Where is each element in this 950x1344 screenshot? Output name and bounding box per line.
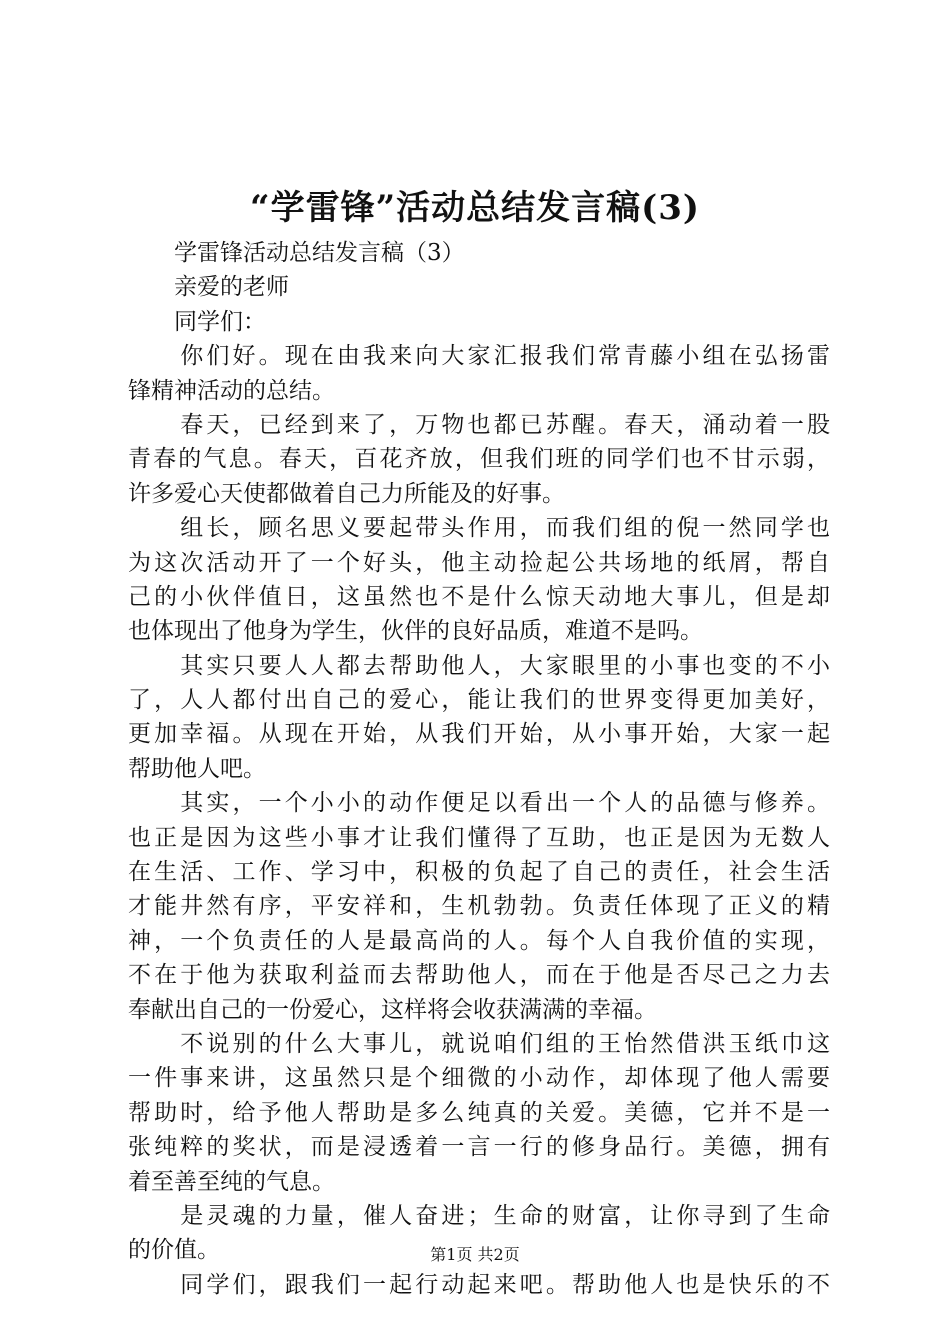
body-line: 的价值。 [128,1237,220,1264]
body-line: 在生活、工作、学习中，积极的负起了自己的责任，社会生活 [128,859,830,886]
body-line: 同学们，跟我们一起行动起来吧。帮助他人也是快乐的不 [128,1271,830,1298]
body-line: 为这次活动开了一个好头，他主动捡起公共场地的纸屑，帮自 [128,549,830,576]
body-line: 才能井然有序，平安祥和，生机勃勃。负责任体现了正义的精 [128,893,830,920]
body-line: 其实只要人人都去帮助他人，大家眼里的小事也变的不小 [128,652,830,679]
body-line: 奉献出自己的一份爱心，这样将会收获满满的幸福。 [128,996,657,1023]
body-line: 春天，已经到来了，万物也都已苏醒。春天，涌动着一股 [128,411,830,438]
body-line: 也体现出了他身为学生，伙伴的良好品质，难道不是吗。 [128,618,703,645]
body-line: 亲爱的老师 [128,274,289,301]
body-line: 你们好。现在由我来向大家汇报我们常青藤小组在弘扬雷 [128,343,830,370]
body-line: 不说别的什么大事儿，就说咱们组的王怡然借洪玉纸巾这 [128,1030,830,1057]
body-line: 许多爱心天使都做着自己力所能及的好事。 [128,480,565,507]
body-line: 己的小伙伴值日，这虽然也不是什么惊天动地大事儿，但是却 [128,583,830,610]
body-line: 不在于他为获取利益而去帮助他人，而在于他是否尽己之力去 [128,962,830,989]
page-title: “学雷锋”活动总结发言稿(3) [250,188,700,228]
body-line: 组长，顾名思义要起带头作用，而我们组的倪一然同学也 [128,515,830,542]
body-line: 帮助时，给予他人帮助是多么纯真的关爱。美德，它并不是一 [128,1099,830,1126]
body-line: 了，人人都付出自己的爱心，能让我们的世界变得更加美好， [128,687,830,714]
page-footer: 第1页 共2页 [430,1245,520,1264]
document-body [128,236,830,1302]
body-line: 一件事来讲，这虽然只是个细微的小动作，却体现了他人需要 [128,1065,830,1092]
body-line: 是灵魂的力量，催人奋进；生命的财富，让你寻到了生命 [128,1202,830,1229]
body-line: 青春的气息。春天，百花齐放，但我们班的同学们也不甘示弱， [128,446,830,473]
body-line: 同学们： [128,308,266,335]
body-line: 着至善至纯的气息。 [128,1168,335,1195]
body-line: 学雷锋活动总结发言稿（3） [128,240,465,266]
body-line: 神，一个负责任的人是最高尚的人。每个人自我价值的实现， [128,927,830,954]
body-line: 锋精神活动的总结。 [128,377,335,404]
body-line: 更加幸福。从现在开始，从我们开始，从小事开始，大家一起 [128,721,830,748]
body-line: 张纯粹的奖状，而是浸透着一言一行的修身品行。美德，拥有 [128,1134,830,1161]
body-line: 帮助他人吧。 [128,755,266,782]
body-line: 其实，一个小小的动作便足以看出一个人的品德与修养。 [128,790,830,817]
body-line: 也正是因为这些小事才让我们懂得了互助，也正是因为无数人 [128,824,830,851]
